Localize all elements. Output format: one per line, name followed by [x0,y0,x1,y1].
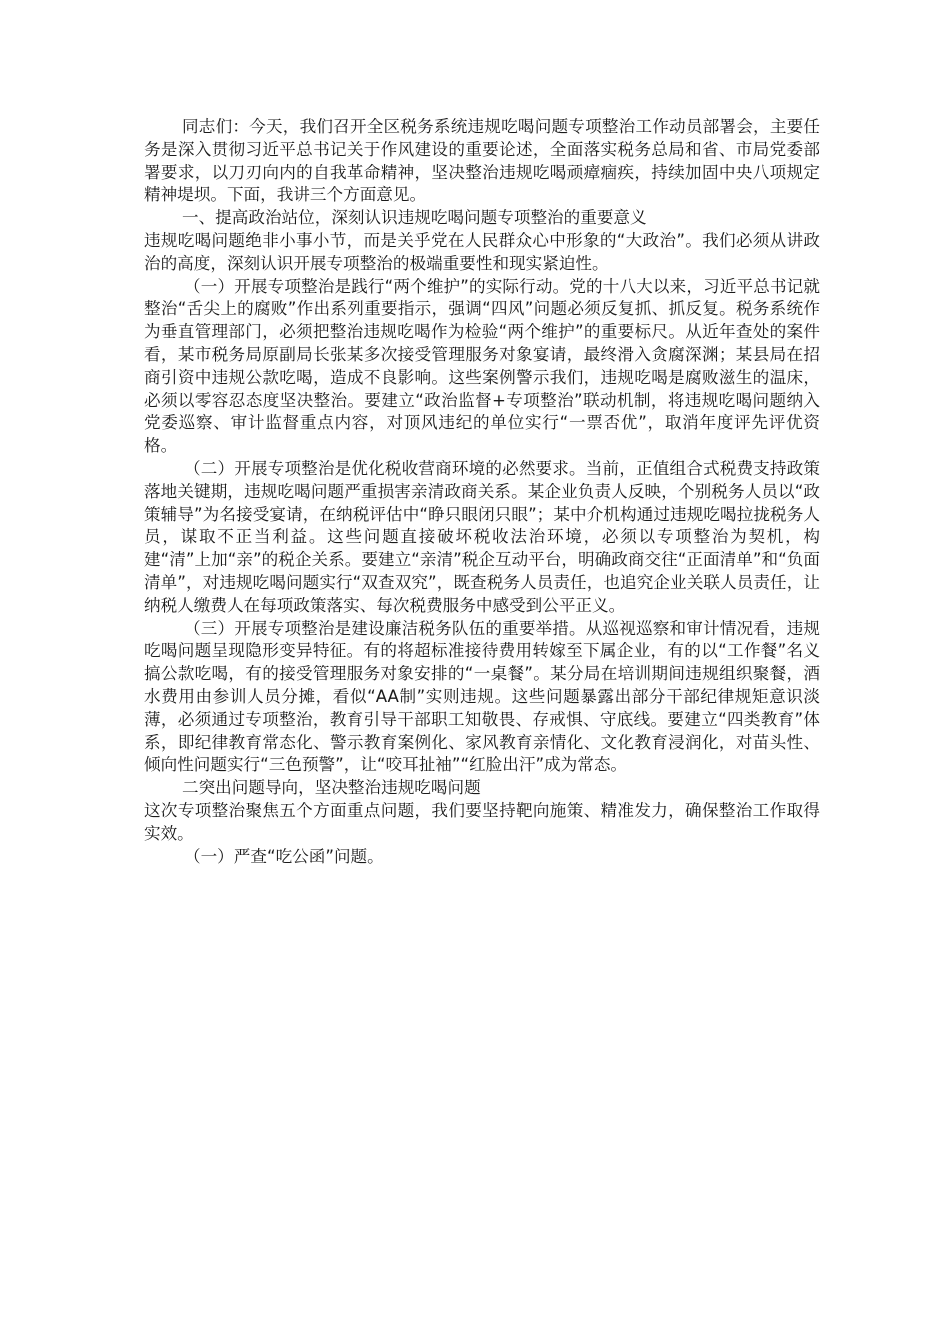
opening-paragraph: 同志们：今天，我们召开全区税务系统违规吃喝问题专项整治工作动员部署会，主要任务是深入贯彻习近平总书记关于作风建设的重要论述，全面落实税务总局和省、市局党委部署要求，以刀刃向内的自我革命精神，坚决整治违规吃喝顽瘴痼疾，持续加固中央八项规定精神堤坝。下面，我讲三个方面意见。 [144,117,820,205]
section-1-point-1: （一）开展专项整治是践行“两个维护”的实际行动。党的十八大以来，习近平总书记就整治“舌尖上的腐败”作出系列重要指示，强调“四风”问题必须反复抓、抓反复。税务系统作为垂直管理部门，必须把整治违规吃喝作为检验“两个维护”的重要标尺。从近年查处的案件看，某市税务局原副局长张某多次接受管理服务对象宴请，最终滑入贪腐深渊；某县局在招商引资中违规公款吃喝，造成不良影响。这些案例警示我们，违规吃喝是腐败滋生的温床，必须以零容忍态度坚决整治。要建立“政治监督+专项整治”联动机制，将违规吃喝问题纳入党委巡察、审计监督重点内容，对顶风违纪的单位实行“一票否优”，取消年度评先评优资格。 [144,276,820,456]
section-1-point-3: （三）开展专项整治是建设廉洁税务队伍的重要举措。从巡视巡察和审计情况看，违规吃喝问题呈现隐形变异特征。有的将超标准接待费用转嫁至下属企业，有的以“工作餐”名义搞公款吃喝，有的接受管理服务对象安排的“一桌餐”。某分局在培训期间违规组织聚餐，酒水费用由参训人员分摊，看似“AA制”实则违规。这些问题暴露出部分干部纪律规矩意识淡薄，必须通过专项整治，教育引导干部职工知敬畏、存戒惧、守底线。要建立“四类教育”体系，即纪律教育常态化、警示教育案例化、家风教育亲情化、文化教育浸润化，对苗头性、倾向性问题实行“三色预警”，让“咬耳扯袖”“红脸出汗”成为常态。 [144,618,820,775]
document-body [144,116,820,868]
section-heading-1: 一、提高政治站位，深刻认识违规吃喝问题专项整治的重要意义 [182,208,647,228]
section-1-intro: 违规吃喝问题绝非小事小节，而是关乎党在人民群众心中形象的“大政治”。我们必须从讲政治的高度，深刻认识开展专项整治的极端重要性和现实紧迫性。 [144,230,820,273]
section-2-point-1: （一）严查“吃公函”问题。 [184,846,384,866]
section-heading-2: 二突出问题导向，坚决整治违规吃喝问题 [182,778,481,798]
section-2-intro: 这次专项整治聚焦五个方面重点问题，我们要坚持靶向施策、精准发力，确保整治工作取得实效。 [144,800,820,843]
section-1-point-2: （二）开展专项整治是优化税收营商环境的必然要求。当前，正值组合式税费支持政策落地关键期，违规吃喝问题严重损害亲清政商关系。某企业负责人反映，个别税务人员以“政策辅导”为名接受宴请，在纳税评估中“睁只眼闭只眼”；某中介机构通过违规吃喝拉拢税务人员，谋取不正当利益。这些问题直接破坏税收法治环境，必须以专项整治为契机，构建“清”上加“亲”的税企关系。要建立“亲清”税企互动平台，明确政商交往“正面清单”和“负面清单”，对违规吃喝问题实行“双查双究”，既查税务人员责任，也追究企业关联人员责任，让纳税人缴费人在每项政策落实、每次税费服务中感受到公平正义。 [144,458,820,615]
